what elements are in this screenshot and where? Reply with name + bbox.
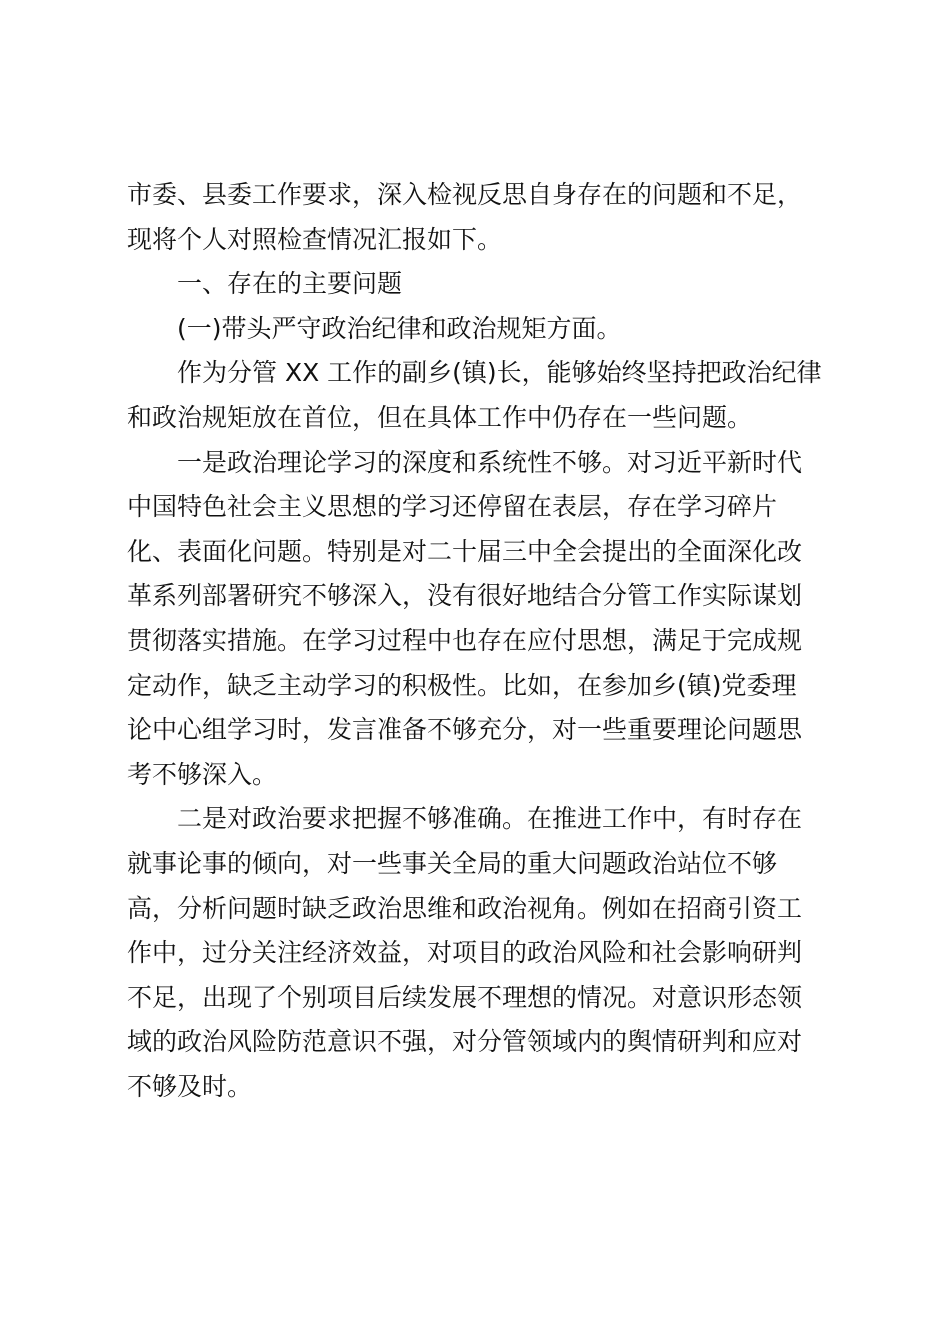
- text-line: 就事论事的倾向，对一些事关全局的重大问题政治站位不够: [127, 848, 778, 878]
- paragraph-point-2: [127, 797, 827, 1109]
- text-line: 革系列部署研究不够深入，没有很好地结合分管工作实际谋划: [127, 581, 803, 611]
- text-line: 作为分管 XX 工作的副乡(镇)长，能够始终坚持把政治纪律: [177, 358, 822, 388]
- document-body: [127, 173, 827, 1109]
- text-line: 论中心组学习时，发言准备不够充分，对一些重要理论问题思: [127, 715, 803, 745]
- paragraph-overview: [127, 351, 827, 440]
- text-line: 不足，出现了个别项目后续发展不理想的情况。对意识形态领: [127, 982, 803, 1012]
- text-line: 贯彻落实措施。在学习过程中也存在应付思想，满足于完成规: [127, 625, 803, 655]
- text-line: 作中，过分关注经济效益，对项目的政治风险和社会影响研判: [127, 938, 803, 968]
- text-line: 不够及时。: [127, 1071, 253, 1101]
- text-line: 域的政治风险防范意识不强，对分管领域内的舆情研判和应对: [127, 1027, 803, 1057]
- text-line: 中国特色社会主义思想的学习还停留在表层，存在学习碎片: [127, 492, 778, 522]
- text-line: 现将个人对照检查情况汇报如下。: [127, 224, 503, 254]
- section-heading: [127, 262, 827, 307]
- text-line: 市委、县委工作要求，深入检视反思自身存在的问题和不足，: [127, 180, 803, 209]
- text-line: 定动作，缺乏主动学习的积极性。比如，在参加乡(镇)党委理: [127, 670, 797, 700]
- paragraph-intro: [127, 173, 827, 262]
- text-line: 一、存在的主要问题: [177, 269, 403, 299]
- text-line: (一)带头严守政治纪律和政治规矩方面。: [177, 313, 622, 343]
- text-line: 化、表面化问题。特别是对二十届三中全会提出的全面深化改: [127, 536, 803, 566]
- paragraph-point-1: [127, 441, 827, 798]
- text-line: 高，分析问题时缺乏政治思维和政治视角。例如在招商引资工: [127, 893, 803, 923]
- text-line: 和政治规矩放在首位，但在具体工作中仍存在一些问题。: [127, 402, 753, 432]
- text-line: 二是对政治要求把握不够准确。在推进工作中，有时存在: [177, 804, 803, 834]
- text-line: 考不够深入。: [127, 759, 278, 789]
- text-line: 一是政治理论学习的深度和系统性不够。对习近平新时代: [177, 447, 803, 477]
- subsection-heading: [127, 307, 827, 352]
